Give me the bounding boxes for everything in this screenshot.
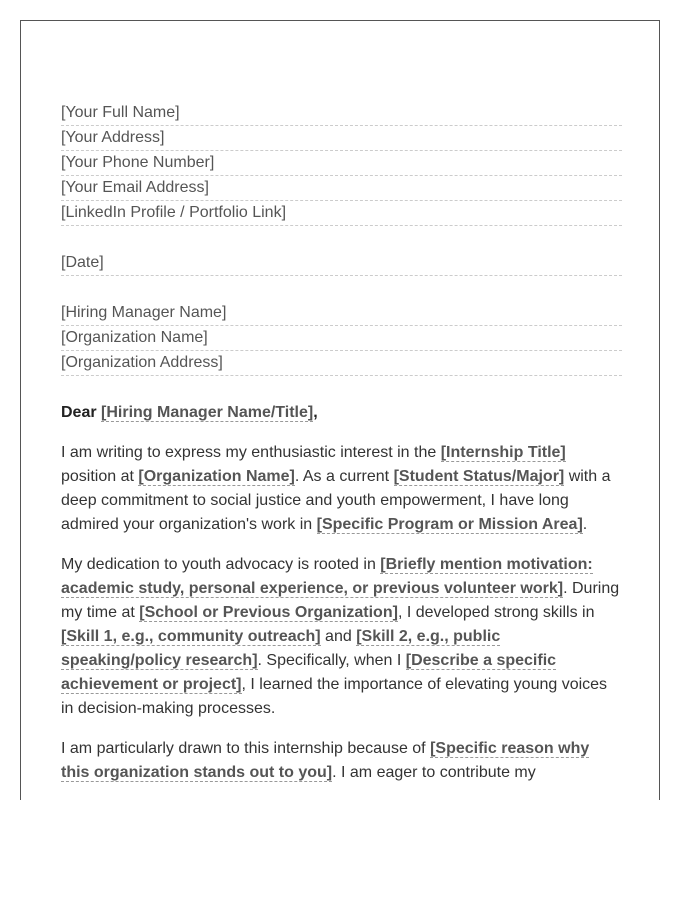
text-span: . As a current (294, 468, 394, 485)
placeholder-reason[interactable]: [Specific reason why this organization stands out to you] (61, 740, 590, 781)
placeholder-internship-title[interactable]: [Internship Title] (440, 444, 566, 461)
placeholder-skill-2[interactable]: [Skill 2, e.g., public speaking/policy research] (61, 628, 501, 669)
cover-letter (61, 101, 622, 800)
placeholder-student-status[interactable]: [Student Status/Major] (393, 468, 565, 485)
text-span: . I am eager to contribute my (332, 764, 536, 781)
sender-address[interactable]: [Your Address] (61, 126, 622, 151)
text-span: I am particularly drawn to this internship because of (61, 740, 431, 757)
salutation (61, 401, 622, 425)
salutation-prefix: Dear (61, 404, 102, 421)
placeholder-hiring-manager-title[interactable]: [Hiring Manager Name/Title] (101, 404, 314, 421)
letter-page (20, 20, 660, 800)
text-span: I am writing to express my enthusiastic interest in the (61, 444, 441, 461)
recipient-organization[interactable]: [Organization Name] (61, 326, 622, 351)
paragraph-intro (61, 441, 622, 537)
text-span: , I learned the importance of elevating young voices in decision-making processes. (61, 676, 608, 717)
sender-email[interactable]: [Your Email Address] (61, 176, 622, 201)
sender-linkedin[interactable]: [LinkedIn Profile / Portfolio Link] (61, 201, 622, 226)
paragraph-interest (61, 737, 622, 785)
placeholder-skill-1[interactable]: [Skill 1, e.g., community outreach] (61, 628, 321, 645)
salutation-suffix: , (313, 404, 318, 421)
paragraph-motivation (61, 553, 622, 721)
date-field[interactable]: [Date] (61, 251, 622, 276)
text-span: with a deep commitment to social justice and youth empowerment, I have long admired your organization's work in (61, 468, 611, 533)
placeholder-program-area[interactable]: [Specific Program or Mission Area] (316, 516, 583, 533)
placeholder-organization-name[interactable]: [Organization Name] (138, 468, 295, 485)
placeholder-motivation[interactable]: [Briefly mention motivation: academic study, personal experience, or previous volunteer work] (61, 556, 593, 597)
placeholder-school-org[interactable]: [School or Previous Organization] (139, 604, 398, 621)
placeholder-achievement[interactable]: [Describe a specific achievement or project] (61, 652, 557, 693)
text-span: . Specifically, when I (257, 652, 406, 669)
spacer (61, 276, 622, 301)
text-span: position at (61, 468, 139, 485)
text-span: and (320, 628, 357, 645)
text-span: . (582, 516, 588, 533)
sender-phone[interactable]: [Your Phone Number] (61, 151, 622, 176)
text-span: My dedication to youth advocacy is rooted in (61, 556, 381, 573)
recipient-hiring-manager[interactable]: [Hiring Manager Name] (61, 301, 622, 326)
sender-full-name[interactable]: [Your Full Name] (61, 101, 622, 126)
spacer (61, 226, 622, 251)
text-span: . During my time at (61, 580, 620, 621)
text-span: , I developed strong skills in (397, 604, 595, 621)
recipient-org-address[interactable]: [Organization Address] (61, 351, 622, 376)
